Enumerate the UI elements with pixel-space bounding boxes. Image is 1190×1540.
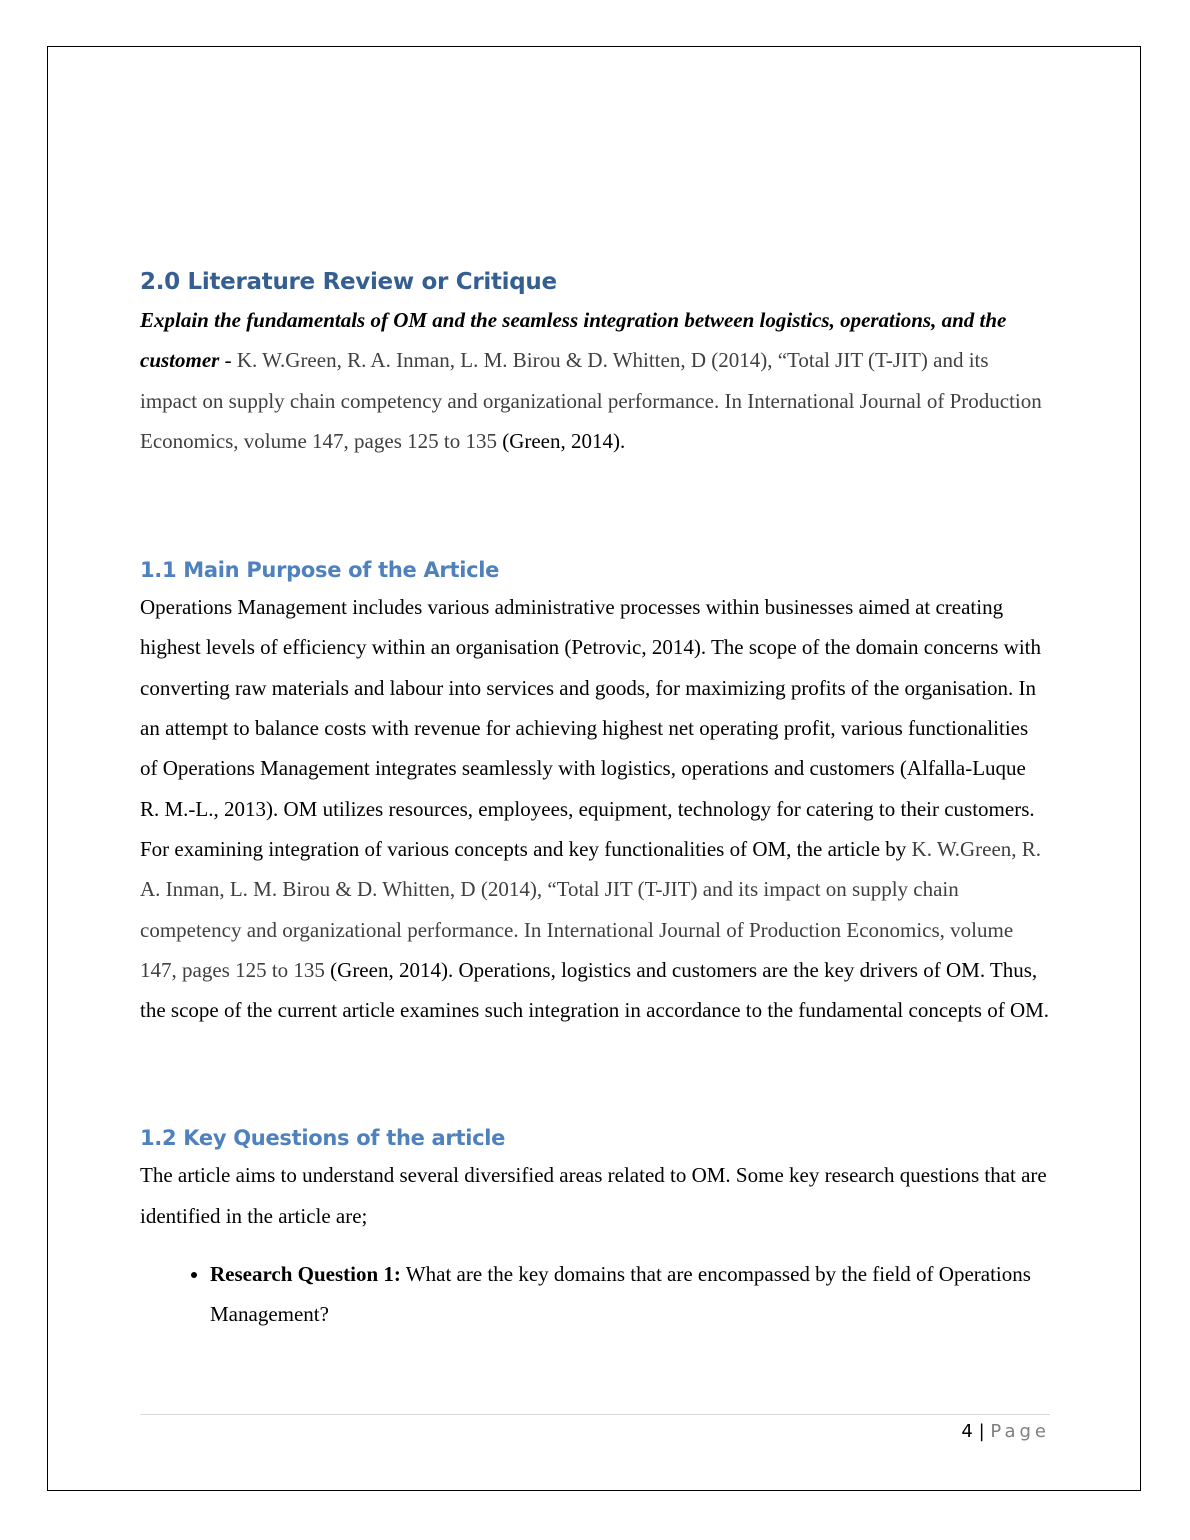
research-question-label: Research Question 1: bbox=[210, 1262, 401, 1287]
purpose-heading: 1.1 Main Purpose of the Article bbox=[140, 558, 500, 583]
research-question-text: What are the key domains that are encompassed by the field of Operations Management? bbox=[210, 1262, 1031, 1327]
research-questions-list bbox=[140, 1254, 1050, 1335]
intro-citation: K. W.Green, R. A. Inman, L. M. Birou & D. Whitten, D (2014), “Total JIT (T-JIT) and its impact on supply chain competency and organizational performance. In International Journal of Production Economics, volume 147, pages 125 to 135 bbox=[140, 348, 1042, 453]
questions-heading: 1.2 Key Questions of the article bbox=[140, 1126, 506, 1151]
page-separator: | bbox=[978, 1421, 985, 1442]
section-intro-paragraph bbox=[140, 300, 1050, 461]
purpose-text-end: (Green, 2014). Operations, logistics and customers are the key drivers of OM. Thus, the scope of the current article examines such integration in accordance to the fundamental concepts of OM. bbox=[140, 957, 1050, 1023]
purpose-text-main: Operations Management includes various administrative processes within businesses aimed at creating highest levels of efficiency within an organisation (Petrovic, 2014). The scope of the domain concerns with converting raw materials and labour into services and goods, for maximizing profits of the organisation. In an attempt to balance costs with revenue for achieving highest net operating profit, various functionalities of Operations Management integrates seamlessly with logistics, operations and customers (Alfalla-Luque R. M.-L., 2013). OM utilizes resources, employees, equipment, technology for catering to their customers. For examining integration of various concepts and key functionalities of OM, the article by bbox=[140, 595, 1042, 861]
section-heading: 2.0 Literature Review or Critique bbox=[140, 269, 557, 295]
list-item bbox=[210, 1254, 1050, 1335]
intro-dash: - bbox=[219, 348, 237, 373]
footer-divider bbox=[140, 1414, 1050, 1415]
page-word: Page bbox=[990, 1421, 1050, 1442]
document-body bbox=[140, 264, 1050, 1335]
intro-citation-tail: (Green, 2014). bbox=[496, 428, 626, 453]
intro-bold-italic: Explain the fundamentals of OM and the seamless integration between logistics, operations, and the customer bbox=[140, 308, 1007, 373]
page-footer bbox=[140, 1418, 1050, 1446]
purpose-paragraph bbox=[140, 587, 1050, 1030]
page-number: 4 bbox=[961, 1421, 973, 1442]
purpose-citation: K. W.Green, R. A. Inman, L. M. Birou & D. Whitten, D (2014), “Total JIT (T-JIT) and its impact on supply chain competency and organizational performance. In International Journal of Production Economics, volume 147, pages 125 to 135 bbox=[140, 836, 1042, 982]
questions-paragraph: The article aims to understand several diversified areas related to OM. Some key research questions that are identified in the article are; bbox=[140, 1163, 1047, 1228]
